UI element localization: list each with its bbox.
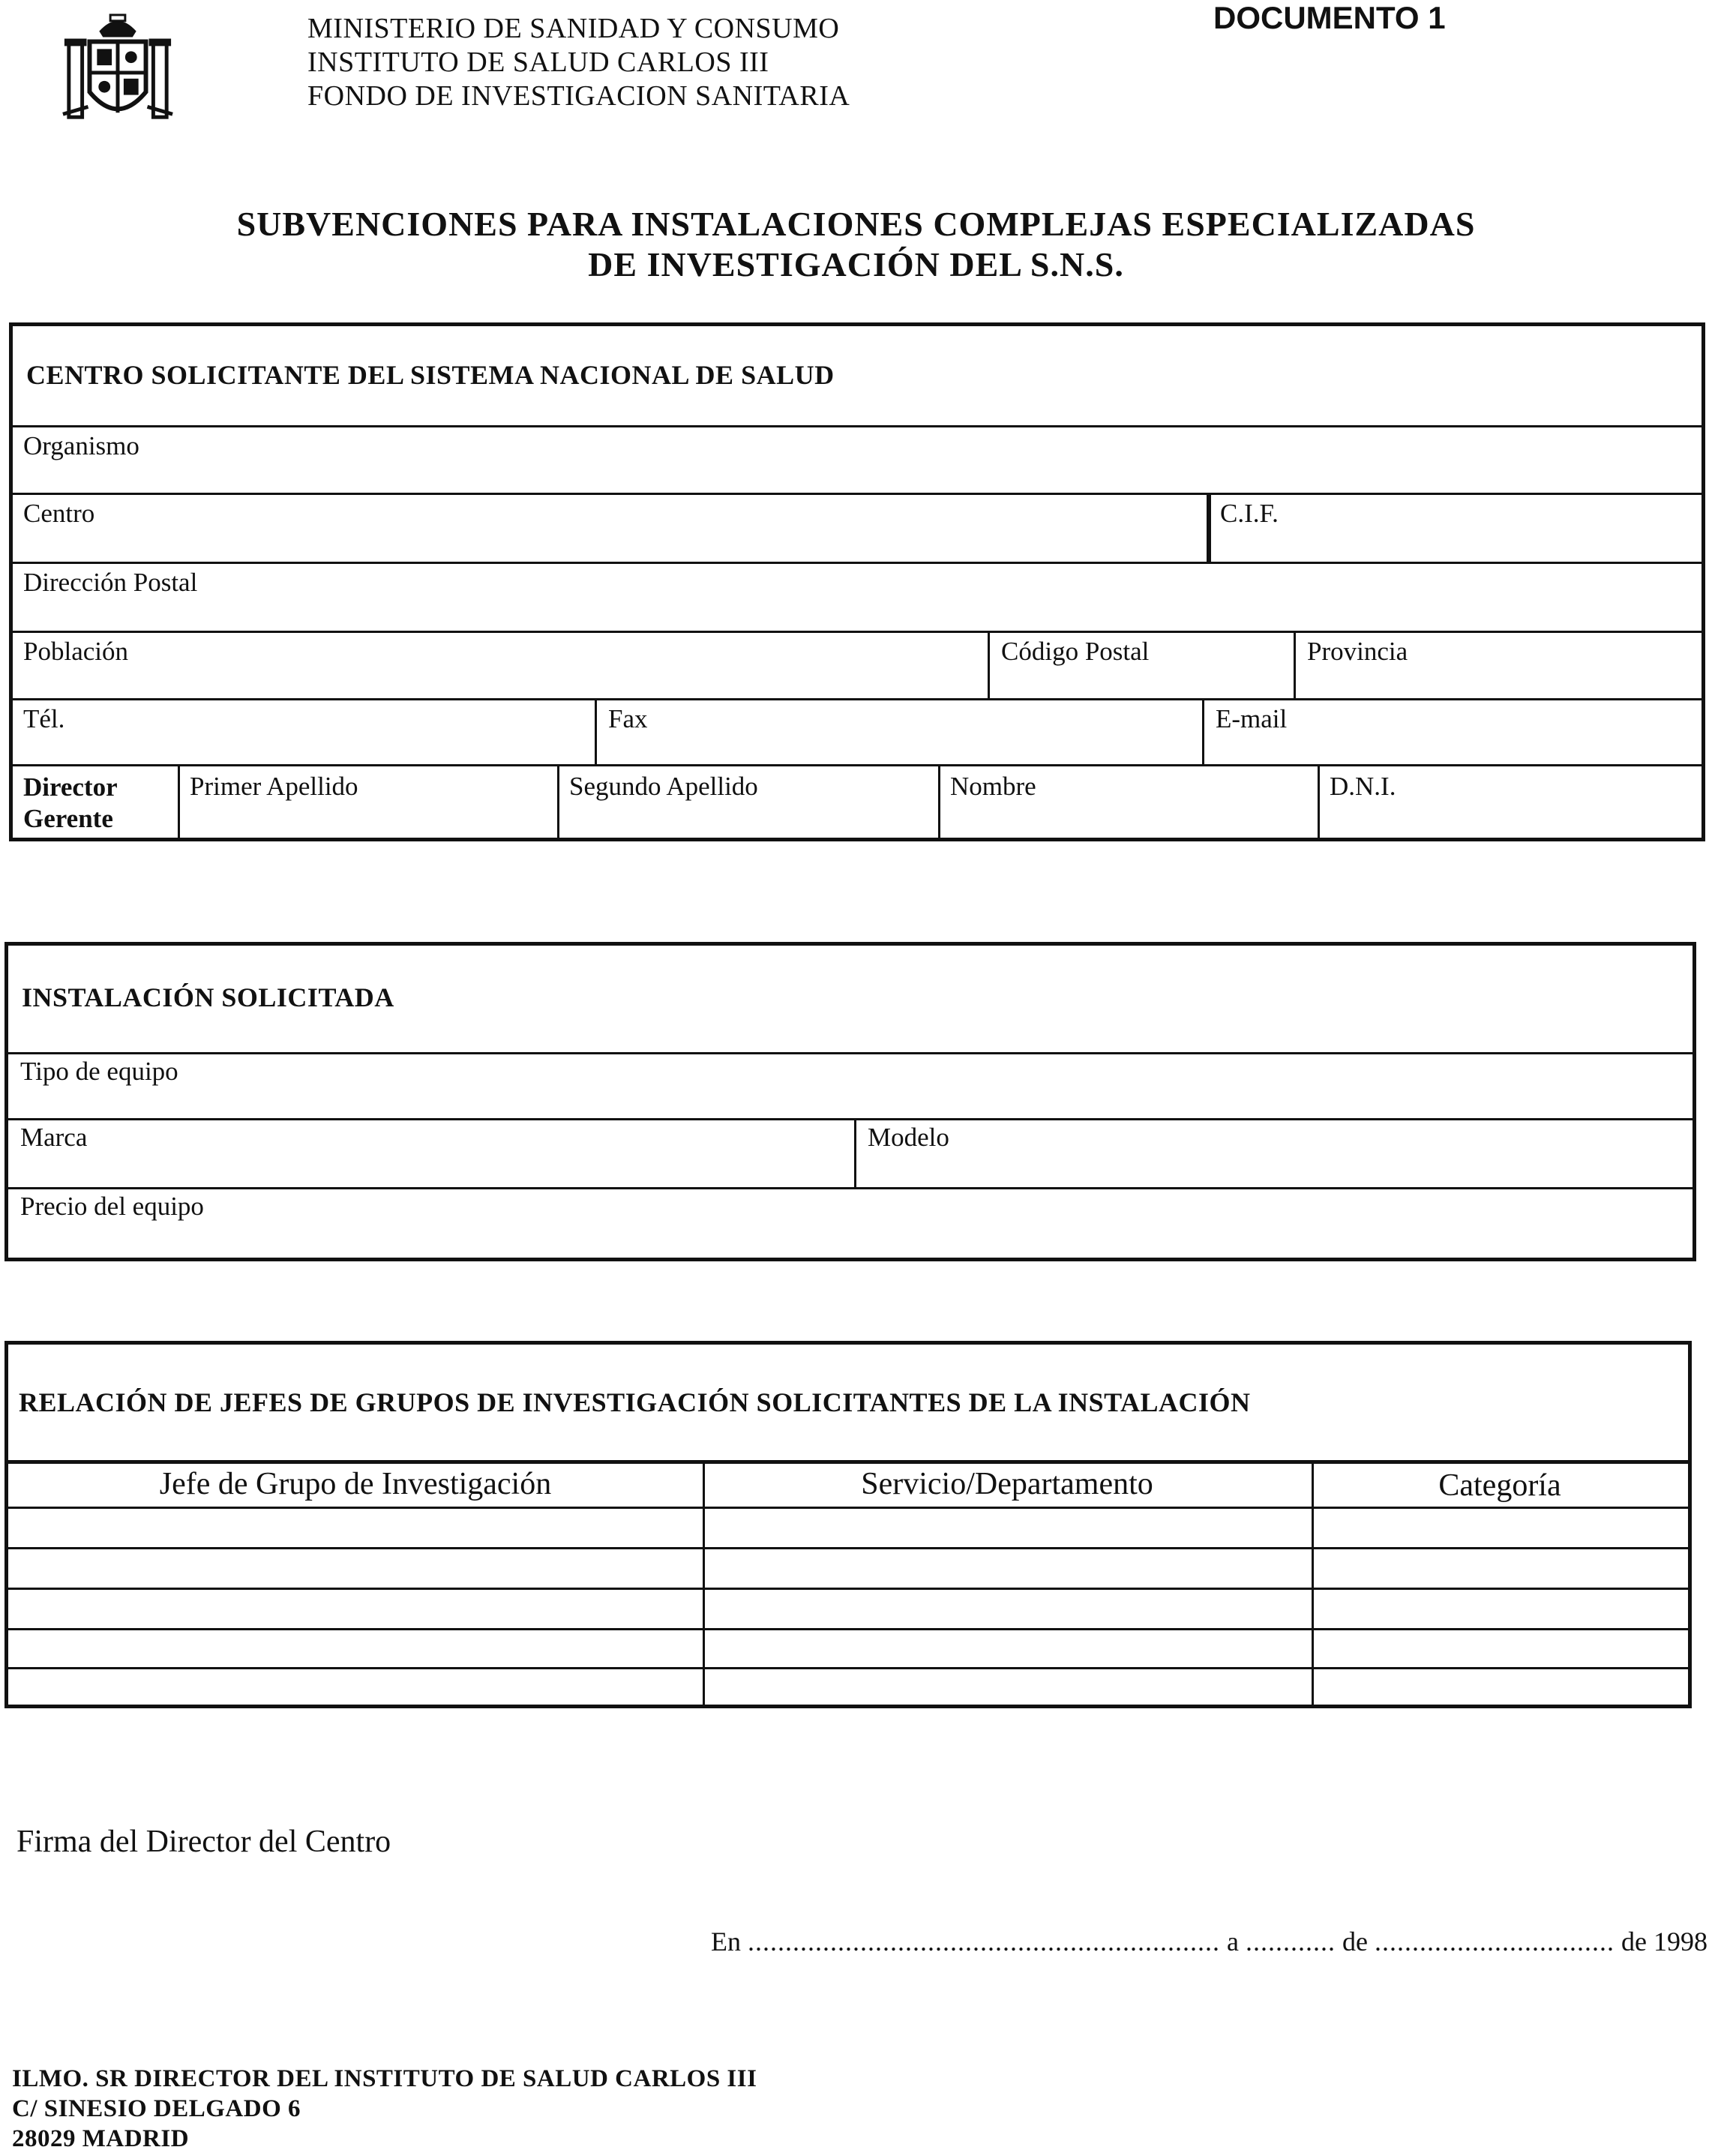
date-year-label: de 1998: [1621, 1927, 1708, 1957]
address-line-1: ILMO. SR DIRECTOR DEL INSTITUTO DE SALUD CARLOS III: [12, 2065, 757, 2092]
instalacion-section-title: INSTALACIÓN SOLICITADA: [22, 982, 394, 1012]
field-poblacion[interactable]: Población: [23, 637, 128, 666]
date-a-label: a: [1227, 1927, 1239, 1957]
table-row[interactable]: [8, 1549, 1688, 1588]
coat-of-arms-icon: [58, 10, 177, 129]
address-line-2: C/ SINESIO DELGADO 6: [12, 2095, 301, 2122]
relacion-section: [4, 1341, 1692, 1708]
date-day-blank[interactable]: ............: [1245, 1927, 1336, 1957]
relacion-section-title: RELACIÓN DE JEFES DE GRUPOS DE INVESTIGACIÓN SOLICITANTES DE LA INSTALACIÓN: [19, 1387, 1251, 1417]
instalacion-section: [4, 942, 1696, 1261]
date-de-label: de: [1342, 1927, 1368, 1957]
director-label: Director: [23, 772, 118, 802]
field-cif[interactable]: C.I.F.: [1220, 499, 1279, 528]
document-label: DOCUMENTO 1: [1213, 0, 1446, 35]
centro-section: [9, 322, 1705, 841]
date-line: [711, 1926, 1708, 1957]
column-header-servicio: Servicio/Departamento: [861, 1467, 1153, 1501]
field-primer-apellido[interactable]: Primer Apellido: [190, 772, 358, 801]
date-en-label: En: [711, 1927, 741, 1957]
field-fax[interactable]: Fax: [608, 704, 648, 733]
field-tipo-equipo[interactable]: Tipo de equipo: [20, 1057, 178, 1086]
table-row[interactable]: [8, 1509, 1688, 1547]
gerente-label: Gerente: [23, 804, 113, 833]
page-title: [0, 204, 1712, 285]
field-codigo-postal[interactable]: Código Postal: [1001, 637, 1150, 666]
title-line-1: SUBVENCIONES PARA INSTALACIONES COMPLEJAS ESPECIALIZADAS: [236, 205, 1476, 243]
centro-section-title: CENTRO SOLICITANTE DEL SISTEMA NACIONAL DE SALUD: [26, 360, 835, 390]
field-tel[interactable]: Tél.: [23, 704, 65, 733]
address-line-3: 28029 MADRID: [12, 2125, 190, 2152]
field-email[interactable]: E-mail: [1216, 704, 1288, 733]
ministry-header: [307, 12, 850, 113]
recipient-address: [12, 2064, 757, 2154]
director-gerente-label: [23, 772, 118, 835]
table-row[interactable]: [8, 1669, 1688, 1705]
field-modelo[interactable]: Modelo: [868, 1123, 949, 1152]
date-month-blank[interactable]: ................................: [1374, 1927, 1615, 1957]
field-nombre[interactable]: Nombre: [950, 772, 1036, 801]
column-header-jefe: Jefe de Grupo de Investigación: [159, 1467, 552, 1501]
field-centro[interactable]: Centro: [23, 499, 95, 528]
field-organismo[interactable]: Organismo: [23, 431, 139, 460]
column-header-categoria: Categoría: [1438, 1468, 1561, 1503]
field-precio-equipo[interactable]: Precio del equipo: [20, 1192, 204, 1221]
field-segundo-apellido[interactable]: Segundo Apellido: [569, 772, 758, 801]
field-dni[interactable]: D.N.I.: [1330, 772, 1396, 801]
signature-label: Firma del Director del Centro: [16, 1825, 391, 1859]
field-marca[interactable]: Marca: [20, 1123, 88, 1152]
field-direccion-postal[interactable]: Dirección Postal: [23, 568, 198, 597]
institute-line: INSTITUTO DE SALUD CARLOS III: [307, 46, 769, 78]
title-line-2: DE INVESTIGACIÓN DEL S.N.S.: [588, 245, 1124, 283]
field-provincia[interactable]: Provincia: [1307, 637, 1408, 666]
fund-line: FONDO DE INVESTIGACION SANITARIA: [307, 80, 850, 112]
date-place-blank[interactable]: ...............................................................: [748, 1927, 1220, 1957]
table-row[interactable]: [8, 1630, 1688, 1667]
ministry-line: MINISTERIO DE SANIDAD Y CONSUMO: [307, 13, 840, 44]
table-row[interactable]: [8, 1590, 1688, 1628]
